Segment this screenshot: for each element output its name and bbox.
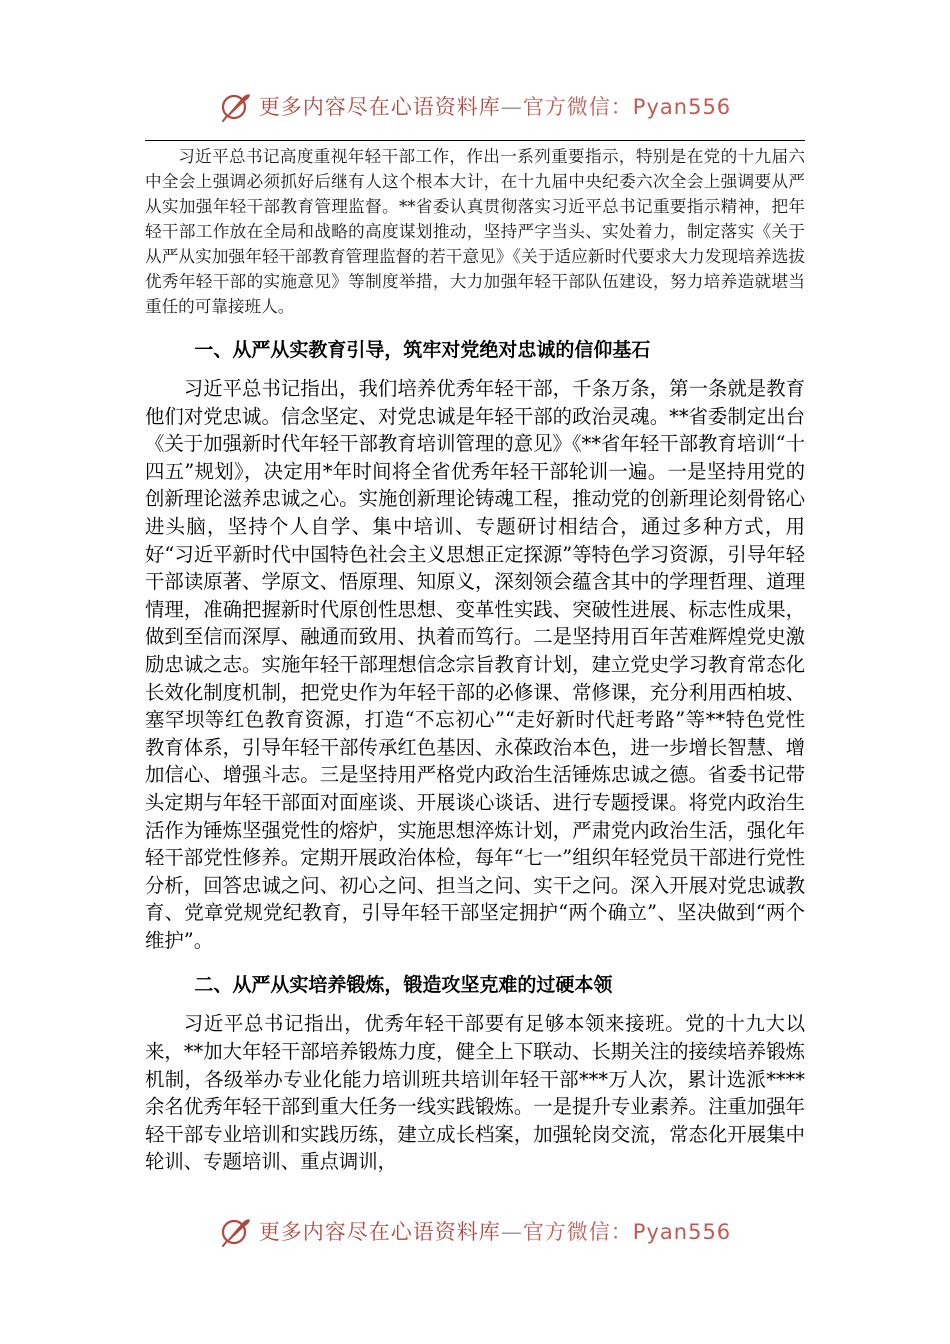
watermark-header [0, 86, 950, 126]
watermark-text [259, 1216, 731, 1246]
header-rule [145, 140, 805, 141]
section-body-1: 习近平总书记指出，我们培养优秀年轻干部，千条万条，第一条就是教育他们对党忠诚。信念坚定、对党忠诚是年轻干部的政治灵魂。**省委制定出台《关于加强新时代年轻干部教育培训管理的意见》《**省年轻干部教育培训“十四五”规划》，决定用*年时间将全省优秀年轻干部轮训一遍。一是坚持用党的创新理论滋养忠诚之心。实施创新理论铸魂工程，推动党的创新理论刻骨铭心进头脑，坚持个人自学、集中培训、专题研讨相结合，通过多种方式，用好“习近平新时代中国特色社会主义思想正定探源”等特色学习资源，引导年轻干部读原著、学原文、悟原理、知原义，深刻领会蕴含其中的学理哲理、道理情理，准确把握新时代原创性思想、变革性实践、突破性进展、标志性成果，做到至信而深厚、融通而致用、执着而笃行。二是坚持用百年苦难辉煌党史激励忠诚之志。实施年轻干部理想信念宗旨教育计划，建立党史学习教育常态化长效化制度机制，把党史作为年轻干部的必修课、常修课，充分利用西柏坡、塞罕坝等红色教育资源，打造“不忘初心”“走好新时代赶考路”等**特色党性教育体系，引导年轻干部传承红色基因、永葆政治本色，进一步增长智慧、增加信心、增强斗志。三是坚持用严格党内政治生活锤炼忠诚之德。省委书记带头定期与年轻干部面对面座谈、开展谈心谈话、进行专题授课。将党内政治生活作为锤炼坚强党性的熔炉，实施思想淬炼计划，严肃党内政治生活，强化年轻干部党性修养。定期开展政治体检，每年“七一”组织年轻党员干部进行党性分析，回答忠诚之问、初心之问、担当之问、实干之问。深入开展对党忠诚教育、党章党规党纪教育，引导年轻干部坚定拥护“两个确立”、坚决做到“两个维护”。 [145, 377, 805, 952]
watermark-main-text: 更多内容尽在心语资料库 [258, 95, 501, 119]
watermark-separator: — [500, 95, 523, 119]
watermark-main-text: 更多内容尽在心语资料库 [258, 1220, 501, 1244]
section-heading-1: 一、从严从实教育引导，筑牢对党绝对忠诚的信仰基石 [194, 339, 651, 361]
watermark-separator: — [500, 1220, 523, 1244]
watermark-group [219, 89, 731, 123]
watermark-suffix: 官方微信：Pyan556 [522, 95, 732, 119]
watermark-text [259, 91, 731, 121]
watermark-suffix: 官方微信：Pyan556 [522, 1220, 732, 1244]
section-heading-2: 二、从严从实培养锻炼，锻造攻坚克难的过硬本领 [194, 974, 613, 997]
document-body [145, 144, 805, 1176]
section-body-2: 习近平总书记指出，优秀年轻干部要有足够本领来接班。党的十九大以来，**加大年轻干部培养锻炼力度，健全上下联动、长期关注的接续培养锻炼机制，各级举办专业化能力培训班共培训年轻干部***万人次，累计选派****余名优秀年轻干部到重大任务一线实践锻炼。一是提升专业素养。注重加强年轻干部专业培训和实践历练，建立成长档案，加强轮岗交流，常态化开展集中轮训、专题培训、重点调训， [145, 1012, 805, 1174]
quill-pen-logo-icon [219, 89, 253, 123]
watermark-footer [0, 1211, 950, 1251]
quill-pen-logo-icon [219, 1214, 253, 1248]
watermark-group [219, 1214, 731, 1248]
intro-paragraph: 习近平总书记高度重视年轻干部工作，作出一系列重要指示，特别是在党的十九届六中全会上强调必须抓好后继有人这个根本大计，在十九届中央纪委六次全会上强调要从严从实加强年轻干部教育管理监督。**省委认真贯彻落实习近平总书记重要指示精神，把年轻干部工作放在全局和战略的高度谋划推动，坚持严字当头、实处着力，制定落实《关于从严从实加强年轻干部教育管理监督的若干意见》《关于适应新时代要求大力发现培养选拔优秀年轻干部的实施意见》等制度举措，大力加强年轻干部队伍建设，努力培养造就堪当重任的可靠接班人。 [145, 147, 805, 316]
